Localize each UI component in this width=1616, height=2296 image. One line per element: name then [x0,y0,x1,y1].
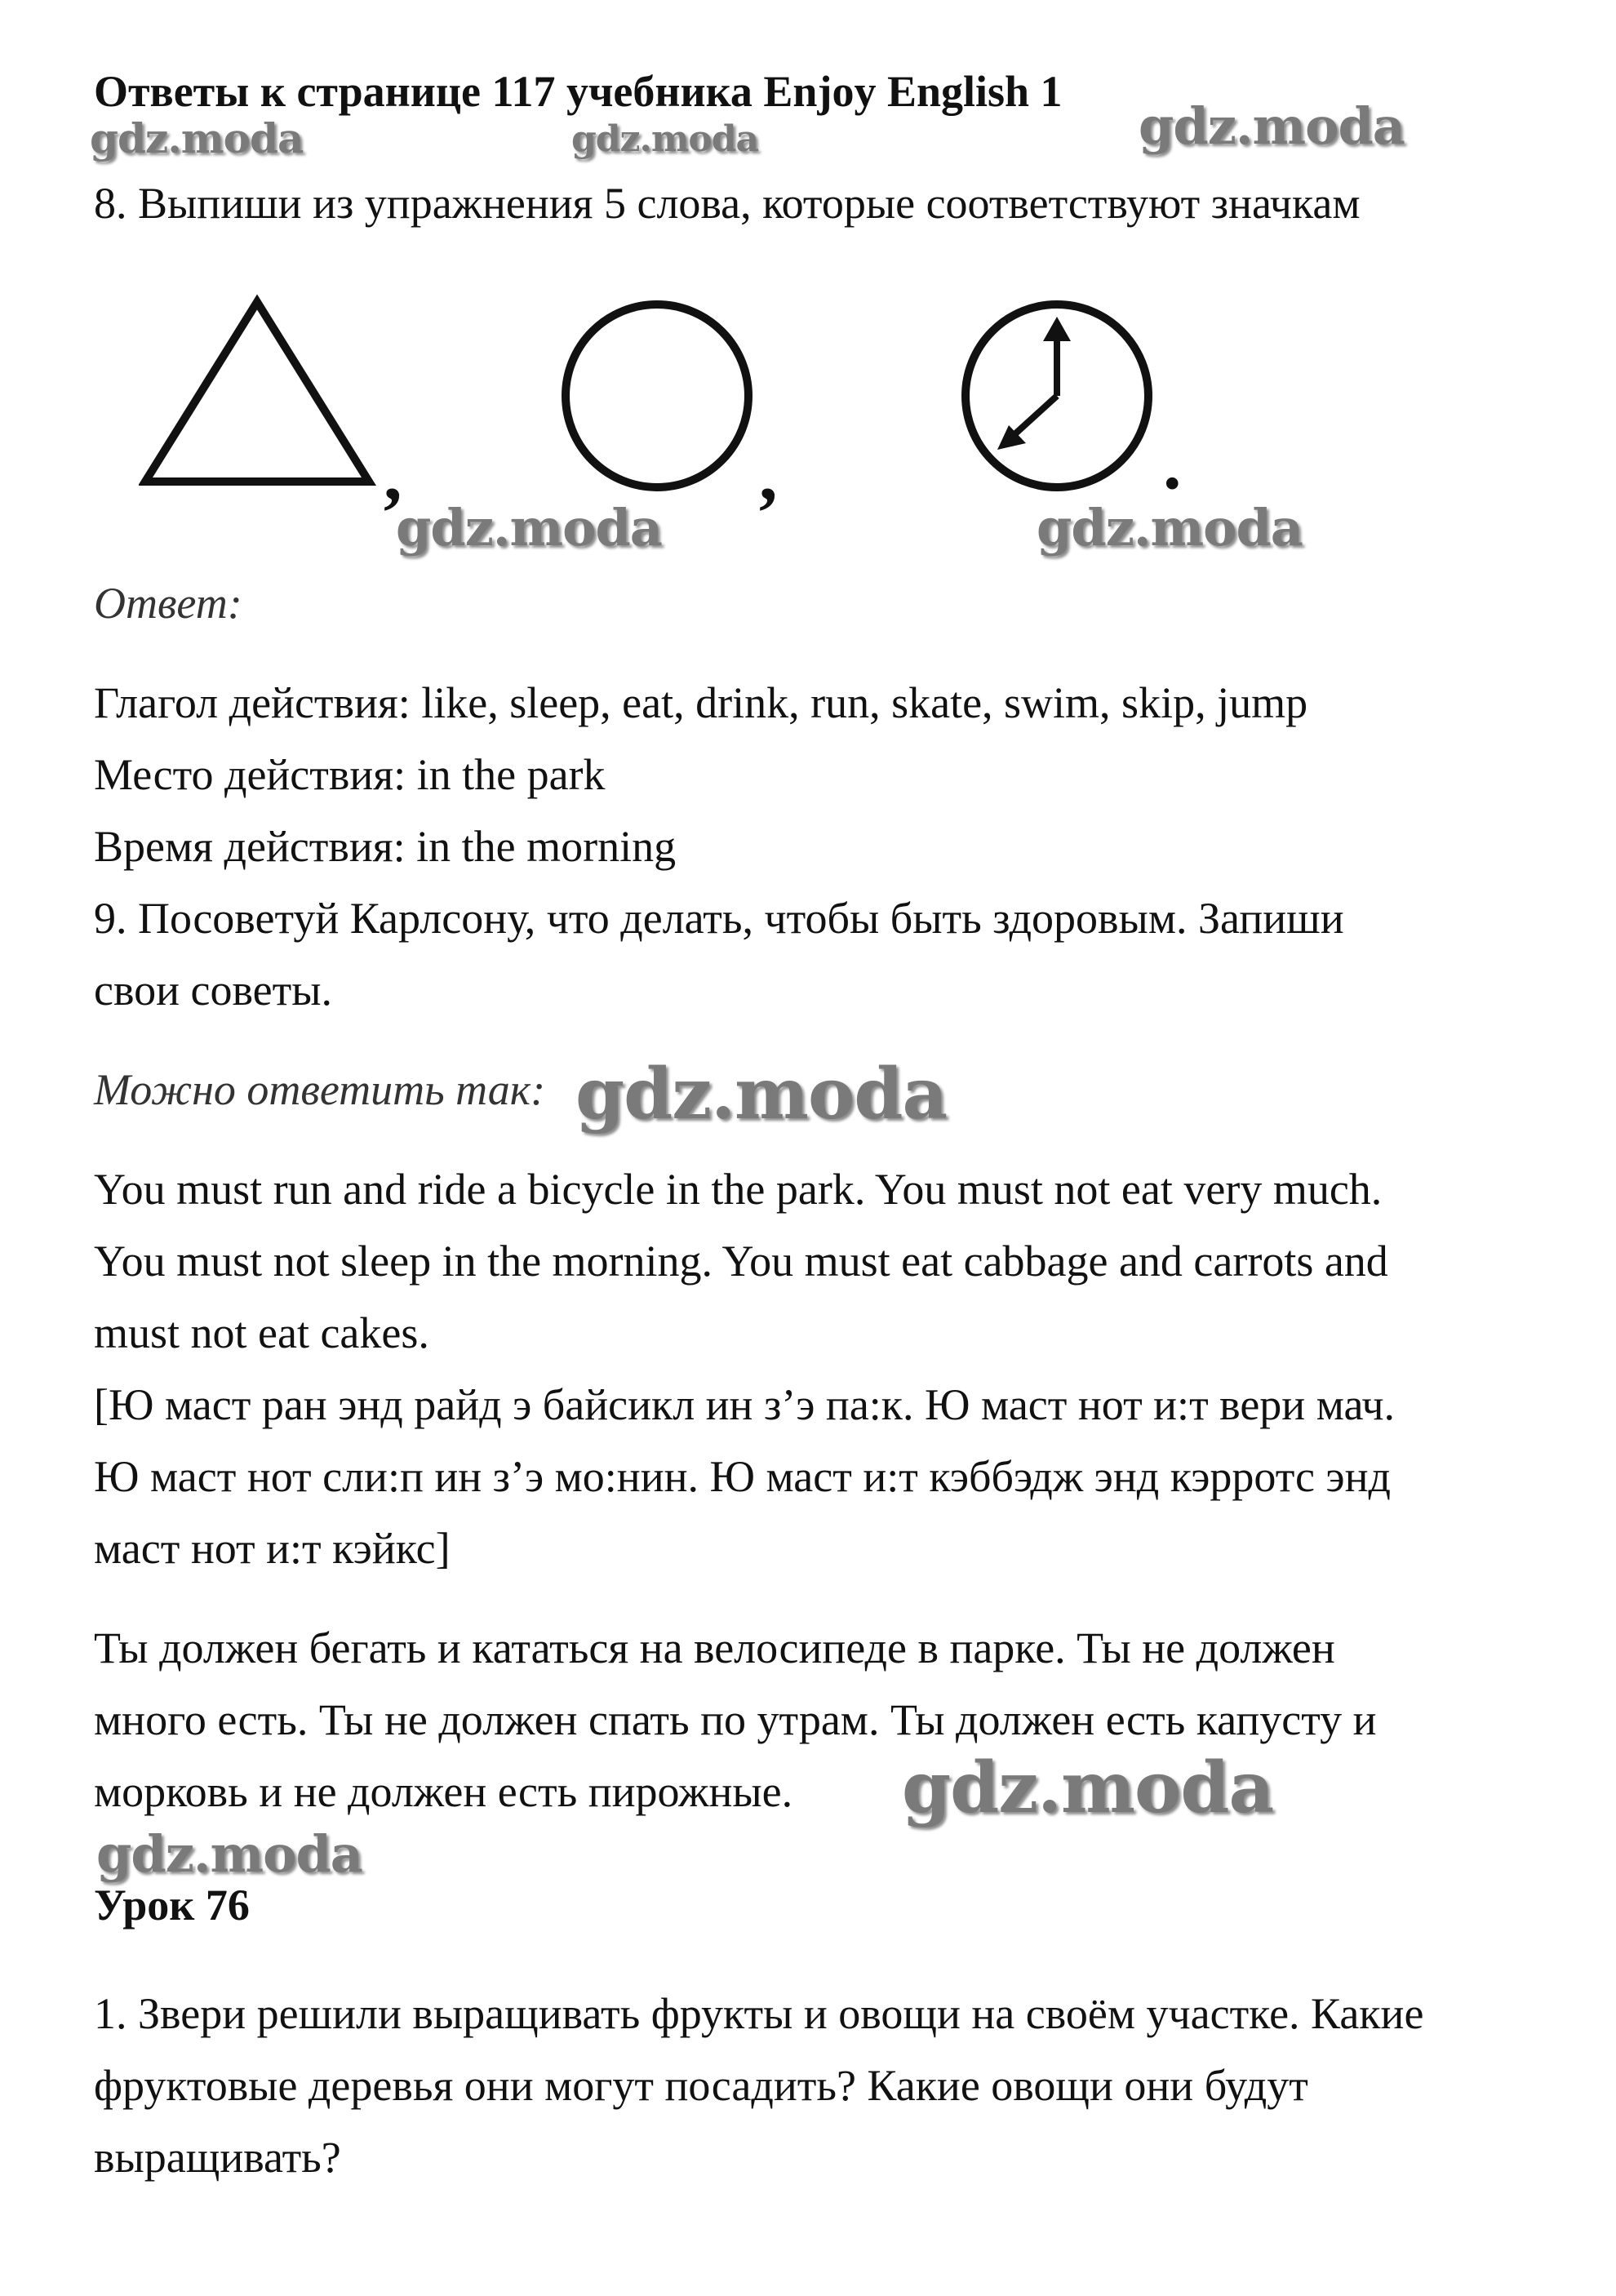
answer-line: Место действия: in the park [94,750,606,799]
english-answer-line: You must run and ride a bicycle in the park. You must not eat very much. [94,1165,1383,1214]
lesson-title: Урок 76 [94,1881,250,1930]
hint-label: Можно ответить так: [94,1065,546,1114]
separator-comma: , [759,435,778,516]
separator-comma: , [384,435,402,516]
separator-period: . [1163,424,1182,504]
transcription-line: маст нот и:т кэйкс] [94,1524,451,1573]
answer-line: Глагол действия: like, sleep, eat, drink, run, skate, swim, skip, jump [94,678,1308,727]
watermark: gdz.moda [1037,498,1303,557]
clock-icon [966,304,1148,487]
translation-line: Ты должен бегать и кататься на велосипеде в парке. Ты не должен [94,1623,1335,1672]
watermark: gdz.moda [902,1747,1274,1829]
lesson-task-line: выращивать? [94,2133,341,2182]
watermark: gdz.moda [96,1824,362,1884]
watermark: gdz.moda [396,498,662,557]
watermark: gdz.moda [575,1053,948,1135]
translation-line: много есть. Ты не должен спать по утрам. Ты должен есть капусту и [94,1695,1377,1744]
transcription-line: Ю маст нот сли:п ин з’э мо:нин. Ю маст и:т кэббэдж энд кэрротс энд [94,1452,1391,1501]
watermark: gdz.moda [90,114,304,162]
lesson-task-line: фруктовые деревья они могут посадить? Какие овощи они будут [94,2061,1308,2110]
exercise-8-task: 8. Выпиши из упражнения 5 слова, которые соответствуют значкам [94,179,1361,228]
exercise-9-task: 9. Посоветуй Карлсону, что делать, чтобы быть здоровым. Запиши [94,894,1344,943]
lesson-task-line: 1. Звери решили выращивать фрукты и овощи на своём участке. Какие [94,1989,1424,2038]
transcription-line: [Ю маст ран энд райд э байсикл ин з’э па:к. Ю маст нот и:т вери мач. [94,1380,1395,1429]
watermark: gdz.moda [1139,96,1405,156]
answer-line: Время действия: in the morning [94,822,677,871]
watermark: gdz.moda [571,118,759,160]
answer-label: Ответ: [94,579,242,628]
exercise-9-task: свои советы. [94,966,332,1015]
english-answer-line: must not eat cakes. [94,1308,429,1357]
triangle-icon [145,302,369,482]
circle-icon [566,304,748,487]
page-title: Ответы к странице 117 учебника Enjoy English 1 [94,67,1063,116]
translation-line: морковь и не должен есть пирожные. [94,1767,793,1816]
english-answer-line: You must not sleep in the morning. You must eat cabbage and carrots and [94,1237,1388,1286]
